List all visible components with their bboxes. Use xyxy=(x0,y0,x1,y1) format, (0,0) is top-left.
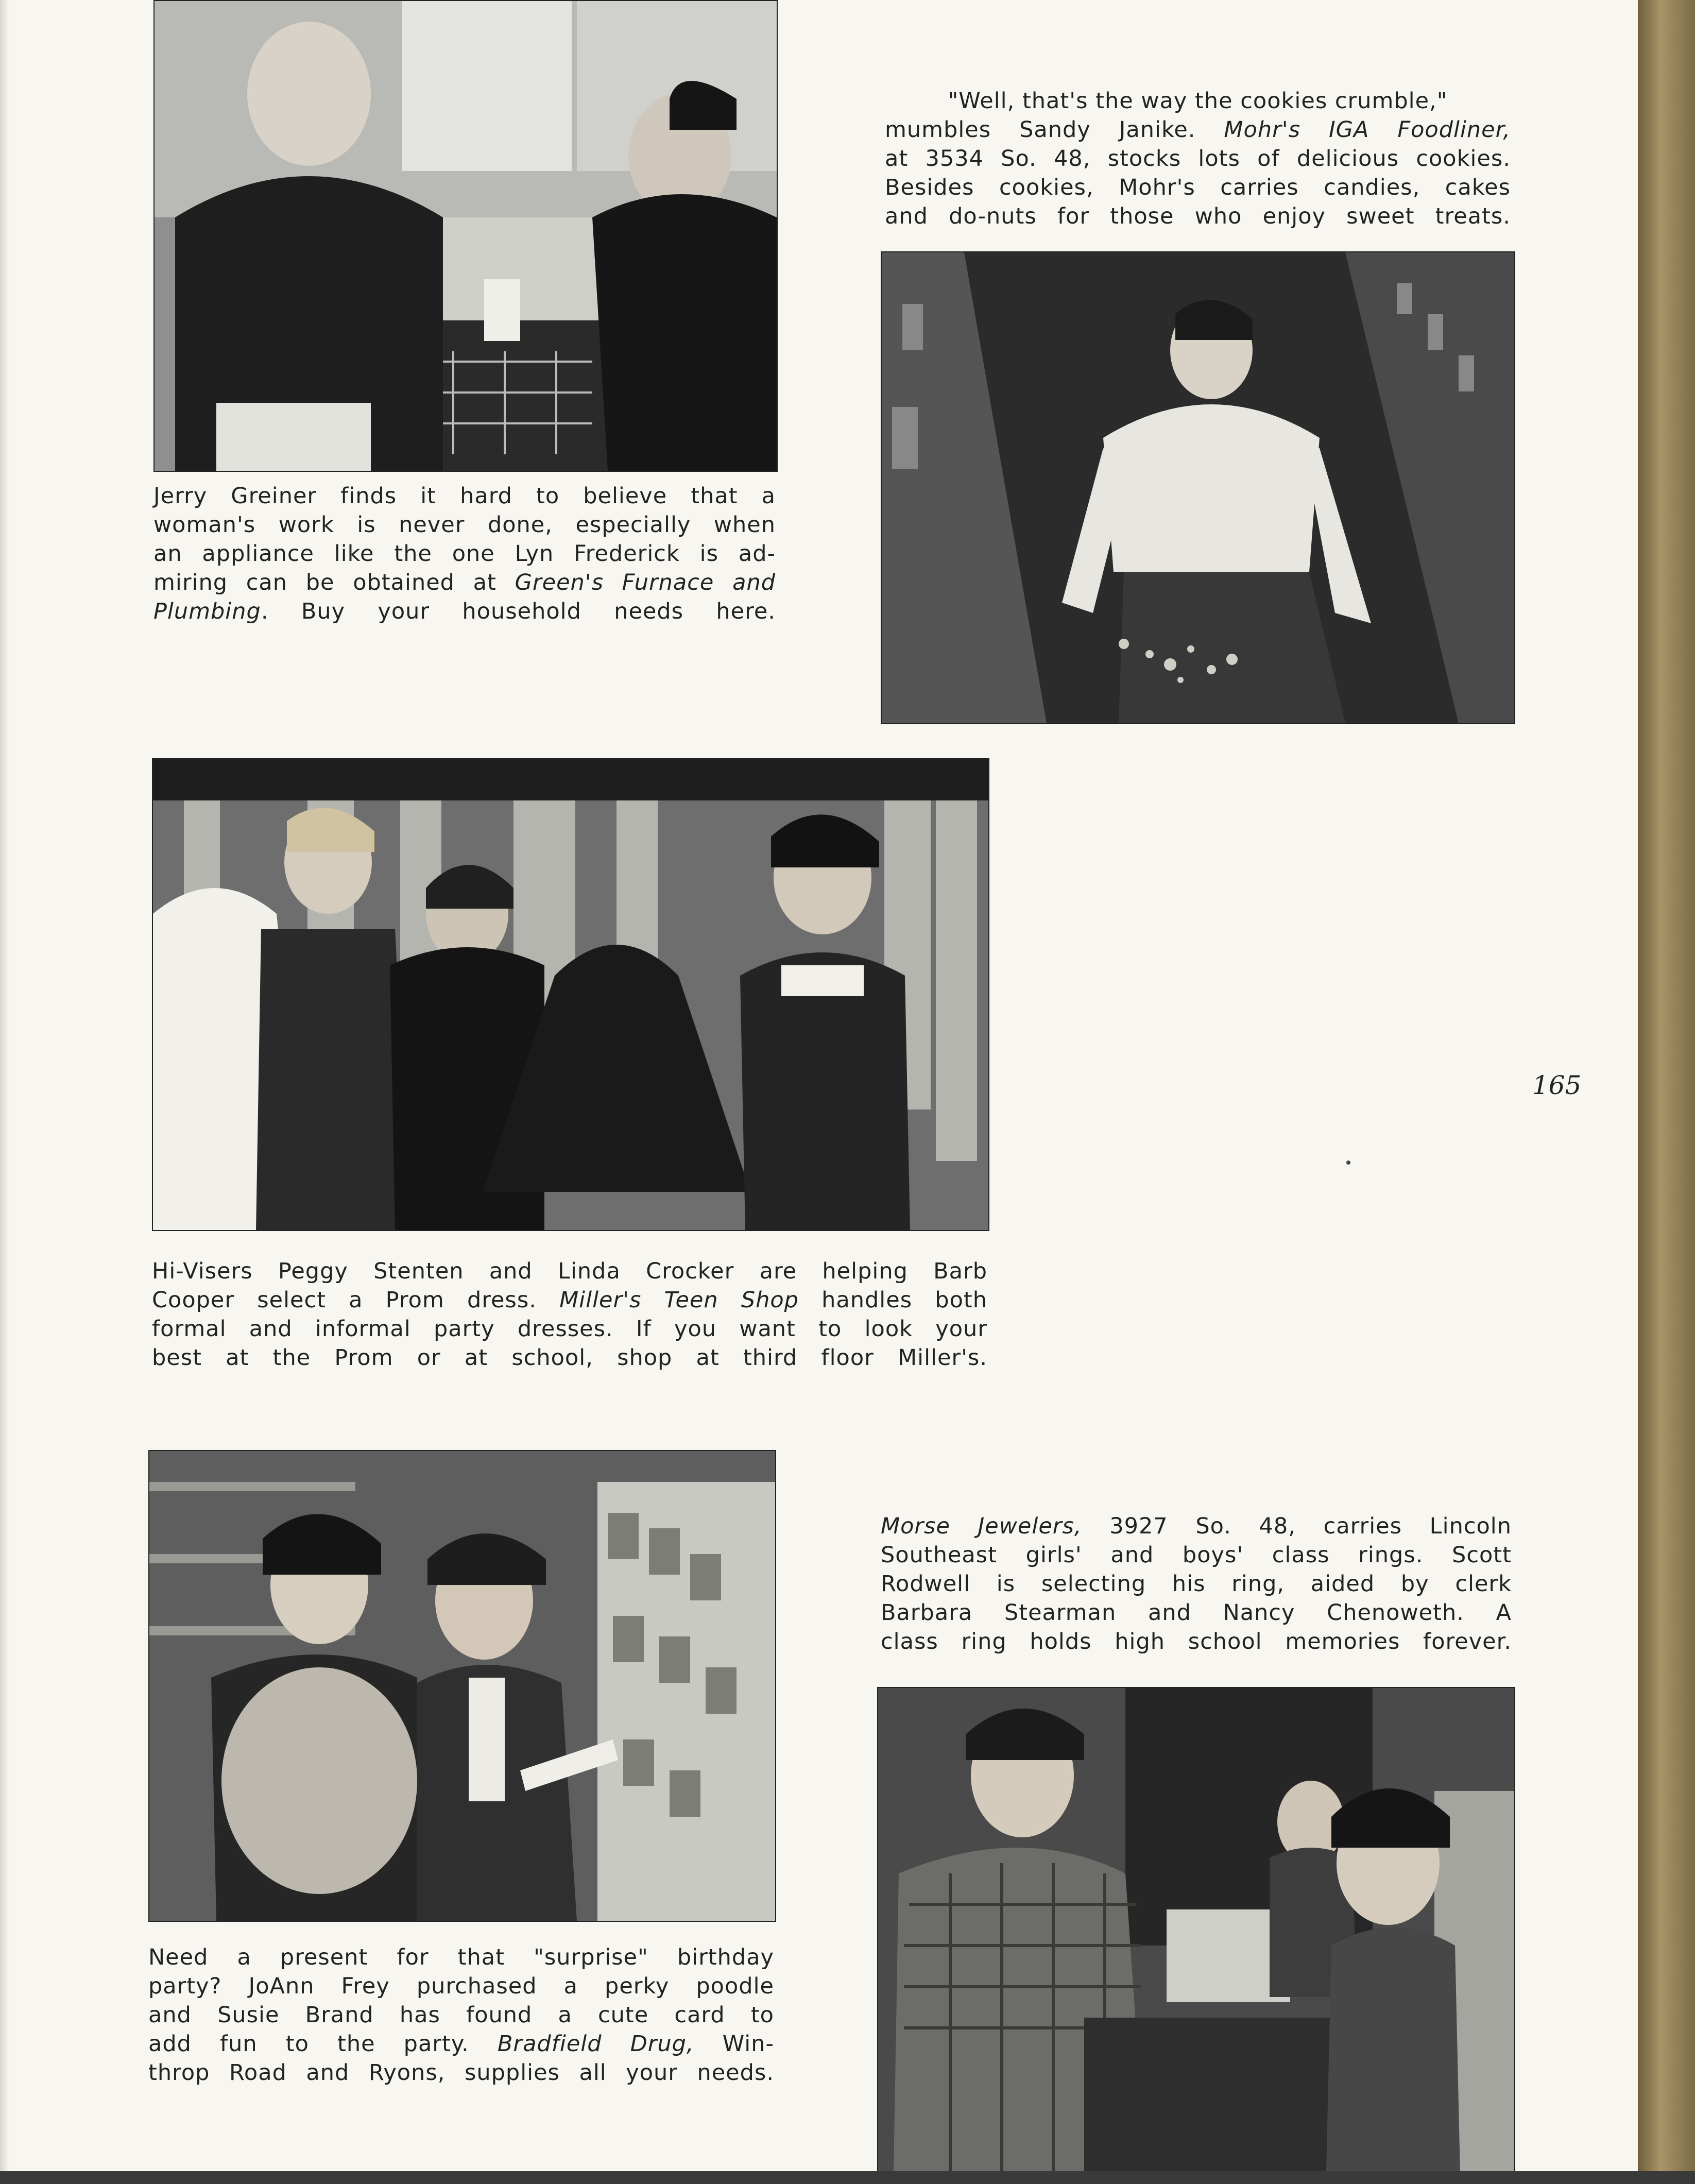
store-name: Mohr's IGA Foodliner, xyxy=(1224,117,1511,143)
caption-text: 3927 So. 48, carries Lincoln xyxy=(1082,1513,1512,1539)
caption-line xyxy=(885,115,1511,144)
store-name: Green's Furnace and xyxy=(515,570,776,595)
caption-bradfield xyxy=(148,1943,774,2087)
store-name: Morse Jewelers, xyxy=(881,1513,1082,1539)
photo-drugstore xyxy=(148,1450,776,1922)
caption-text: mumbles Sandy Janike. xyxy=(885,117,1224,143)
caption-mohrs xyxy=(885,87,1511,231)
caption-line: formal and informal party dresses. If you want to look your xyxy=(152,1316,987,1342)
caption-line: throp Road and Ryons, supplies all your needs. xyxy=(148,2060,774,2086)
caption-line: and Susie Brand has found a cute card to xyxy=(148,2002,774,2028)
caption-line: Rodwell is selecting his ring, aided by clerk xyxy=(881,1571,1512,1597)
scan-speck xyxy=(1346,1161,1350,1165)
caption-line: woman's work is never done, especially when xyxy=(153,512,776,538)
caption-line: "Well, that's the way the cookies crumble," xyxy=(948,88,1448,114)
photo-cookies xyxy=(881,251,1515,724)
caption-line: class ring holds high school memories forever. xyxy=(881,1629,1512,1654)
caption-line: Southeast girls' and boys' class rings. Scott xyxy=(881,1542,1512,1568)
caption-morse xyxy=(881,1512,1512,1656)
caption-line: party? JoAnn Frey purchased a perky poodle xyxy=(148,1973,774,1999)
caption-text: Win- xyxy=(694,2031,774,2057)
caption-text: . Buy your household needs here. xyxy=(261,599,776,624)
photo-jewelers xyxy=(877,1687,1515,2173)
photo-appliance xyxy=(153,0,778,472)
page-number: 165 xyxy=(1532,1070,1582,1100)
store-name: Miller's Teen Shop xyxy=(559,1287,799,1313)
caption-line xyxy=(153,568,776,597)
caption-line: Besides cookies, Mohr's carries candies, cakes xyxy=(885,175,1511,200)
book-edge xyxy=(1638,0,1695,2184)
caption-line xyxy=(152,1286,987,1315)
caption-millers xyxy=(152,1257,987,1372)
caption-line: Barbara Stearman and Nancy Chenoweth. A xyxy=(881,1600,1512,1626)
caption-line: and do-nuts for those who enjoy sweet treats. xyxy=(885,203,1511,229)
store-name: Bradfield Drug, xyxy=(497,2031,694,2057)
caption-line: Hi-Visers Peggy Stenten and Linda Crocker are helping Barb xyxy=(152,1258,987,1284)
caption-line xyxy=(153,597,776,626)
caption-line xyxy=(881,1512,1512,1541)
caption-line xyxy=(148,2029,774,2058)
scan-bottom-border xyxy=(0,2171,1695,2184)
caption-line: best at the Prom or at school, shop at third floor Miller's. xyxy=(152,1345,987,1371)
caption-line: an appliance like the one Lyn Frederick is ad- xyxy=(153,541,776,567)
store-name: Plumbing xyxy=(153,599,261,624)
page-spine-shadow xyxy=(0,0,9,2184)
caption-line: Need a present for that "surprise" birthday xyxy=(148,1944,774,1970)
caption-text: miring can be obtained at xyxy=(153,570,515,595)
photo-prom xyxy=(152,758,989,1231)
caption-greens xyxy=(153,482,776,626)
caption-text: handles both xyxy=(798,1287,987,1313)
caption-text: add fun to the party. xyxy=(148,2031,498,2057)
caption-line: at 3534 So. 48, stocks lots of delicious cookies. xyxy=(885,146,1511,172)
caption-line: Jerry Greiner finds it hard to believe that a xyxy=(153,483,776,509)
caption-text: Cooper select a Prom dress. xyxy=(152,1287,560,1313)
